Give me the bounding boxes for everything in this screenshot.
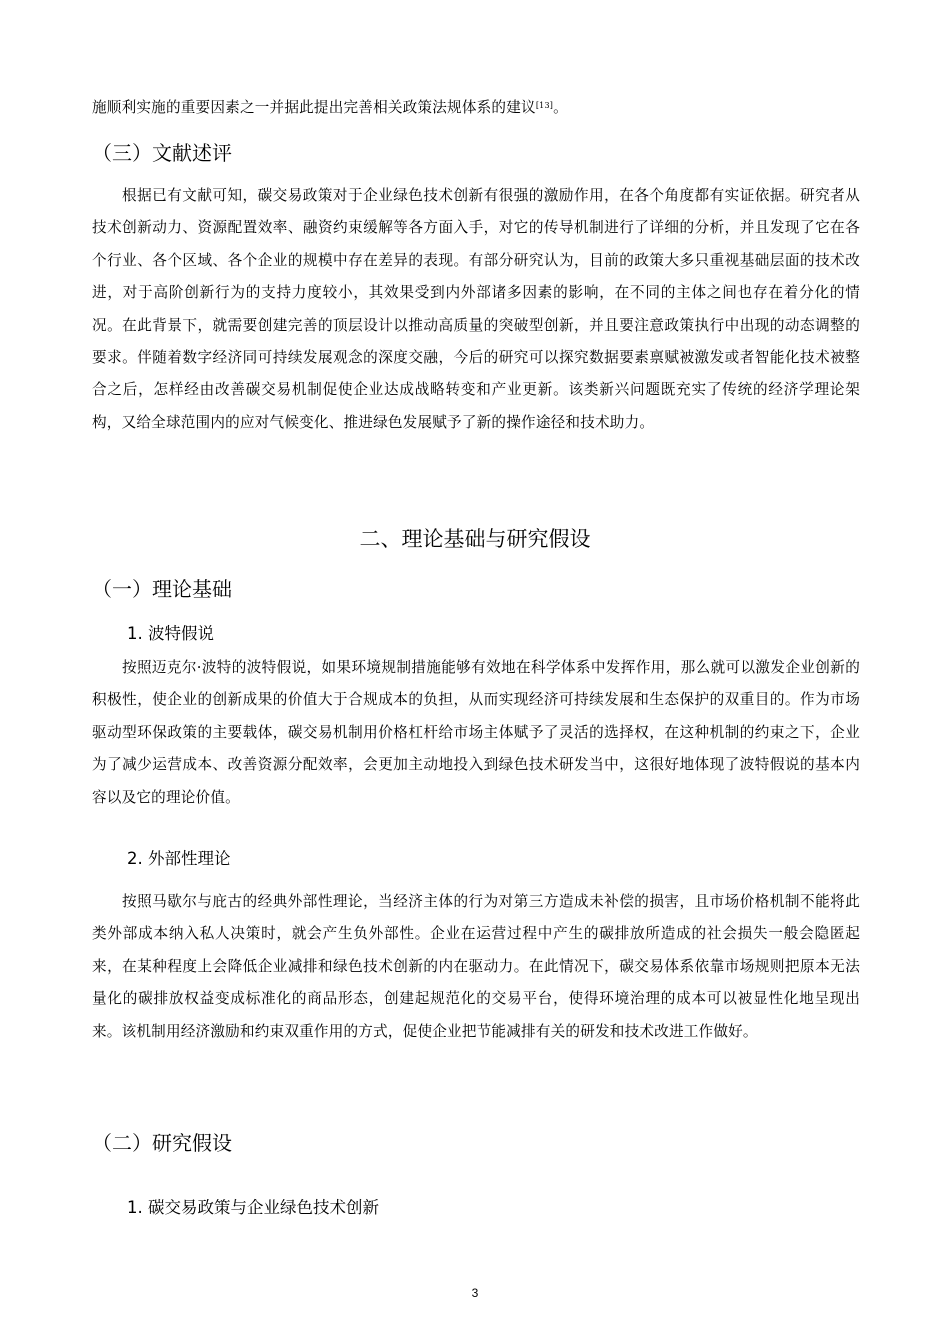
paragraph-porter-hypothesis: 按照迈克尔·波特的波特假说，如果环境规制措施能够有效地在科学体系中发挥作用，那么就可以激发企业创新的积极性，使企业的创新成果的价值大于合规成本的负担，从而实现经济可持续发展和生态保护的双重目的。作为市场驱动型环保政策的主要载体，碳交易机制用价格杠杆给市场主体赋予了灵活的选择权，在这种机制的约束之下，企业为了减少运营成本、改善资源分配效率，会更加主动地投入到绿色技术研发当中，这很好地体现了波特假说的基本内容以及它的理论价值。 (92, 659, 860, 806)
section-heading-theory: （一）理论基础 (92, 577, 232, 601)
paragraph-continuation (92, 92, 860, 124)
section-heading-literature-review: （三）文献述评 (92, 141, 232, 165)
paragraph-literature-review: 根据已有文献可知，碳交易政策对于企业绿色技术创新有很强的激励作用，在各个角度都有实证依据。研究者从技术创新动力、资源配置效率、融资约束缓解等各方面入手，对它的传导机制进行了详细的分析，并且发现了它在各个行业、各个区域、各个企业的规模中存在差异的表现。有部分研究认为，目前的政策大多只重视基础层面的技术改进，对于高阶创新行为的支持力度较小，其效果受到内外部诸多因素的影响，在不同的主体之间也存在着分化的情况。在此背景下，就需要创建完善的顶层设计以推动高质量的突破型创新，并且要注意政策执行中出现的动态调整的要求。伴随着数字经济同可持续发展观念的深度交融，今后的研究可以探究数据要素禀赋被激发或者智能化技术被整合之后，怎样经由改善碳交易机制促使企业达成战略转变和产业更新。该类新兴问题既充实了传统的经济学理论架构，又给全球范围内的应对气候变化、推进绿色发展赋予了新的操作途径和技术助力。 (92, 187, 860, 431)
section-heading-hypotheses: （二）研究假设 (92, 1131, 232, 1155)
paragraph-continuation-text: 施顺利实施的重要因素之一并据此提出完善相关政策法规体系的建议 (92, 99, 536, 116)
subsection-heading-carbon-trading: 1. 碳交易政策与企业绿色技术创新 (127, 1198, 379, 1217)
citation-superscript: [13] (535, 101, 554, 110)
subsection-heading-porter: 1. 波特假说 (127, 624, 214, 643)
page-number: 3 (471, 1286, 479, 1300)
paragraph-externality-theory: 按照马歇尔与庇古的经典外部性理论，当经济主体的行为对第三方造成未补偿的损害，且市场价格机制不能将此类外部成本纳入私人决策时，就会产生负外部性。企业在运营过程中产生的碳排放所造成的社会损失一般会隐匿起来，在某种程度上会降低企业减排和绿色技术创新的内在驱动力。在此情况下，碳交易体系依靠市场规则把原本无法量化的碳排放权益变成标准化的商品形态，创建起规范化的交易平台，使得环境治理的成本可以被显性化地呈现出来。该机制用经济激励和约束双重作用的方式，促使企业把节能减排有关的研发和技术改进工作做好。 (92, 893, 860, 1040)
paragraph-continuation-end: 。 (553, 99, 568, 116)
subsection-heading-externality: 2. 外部性理论 (127, 849, 231, 868)
chapter-title: 二、理论基础与研究假设 (359, 527, 591, 551)
